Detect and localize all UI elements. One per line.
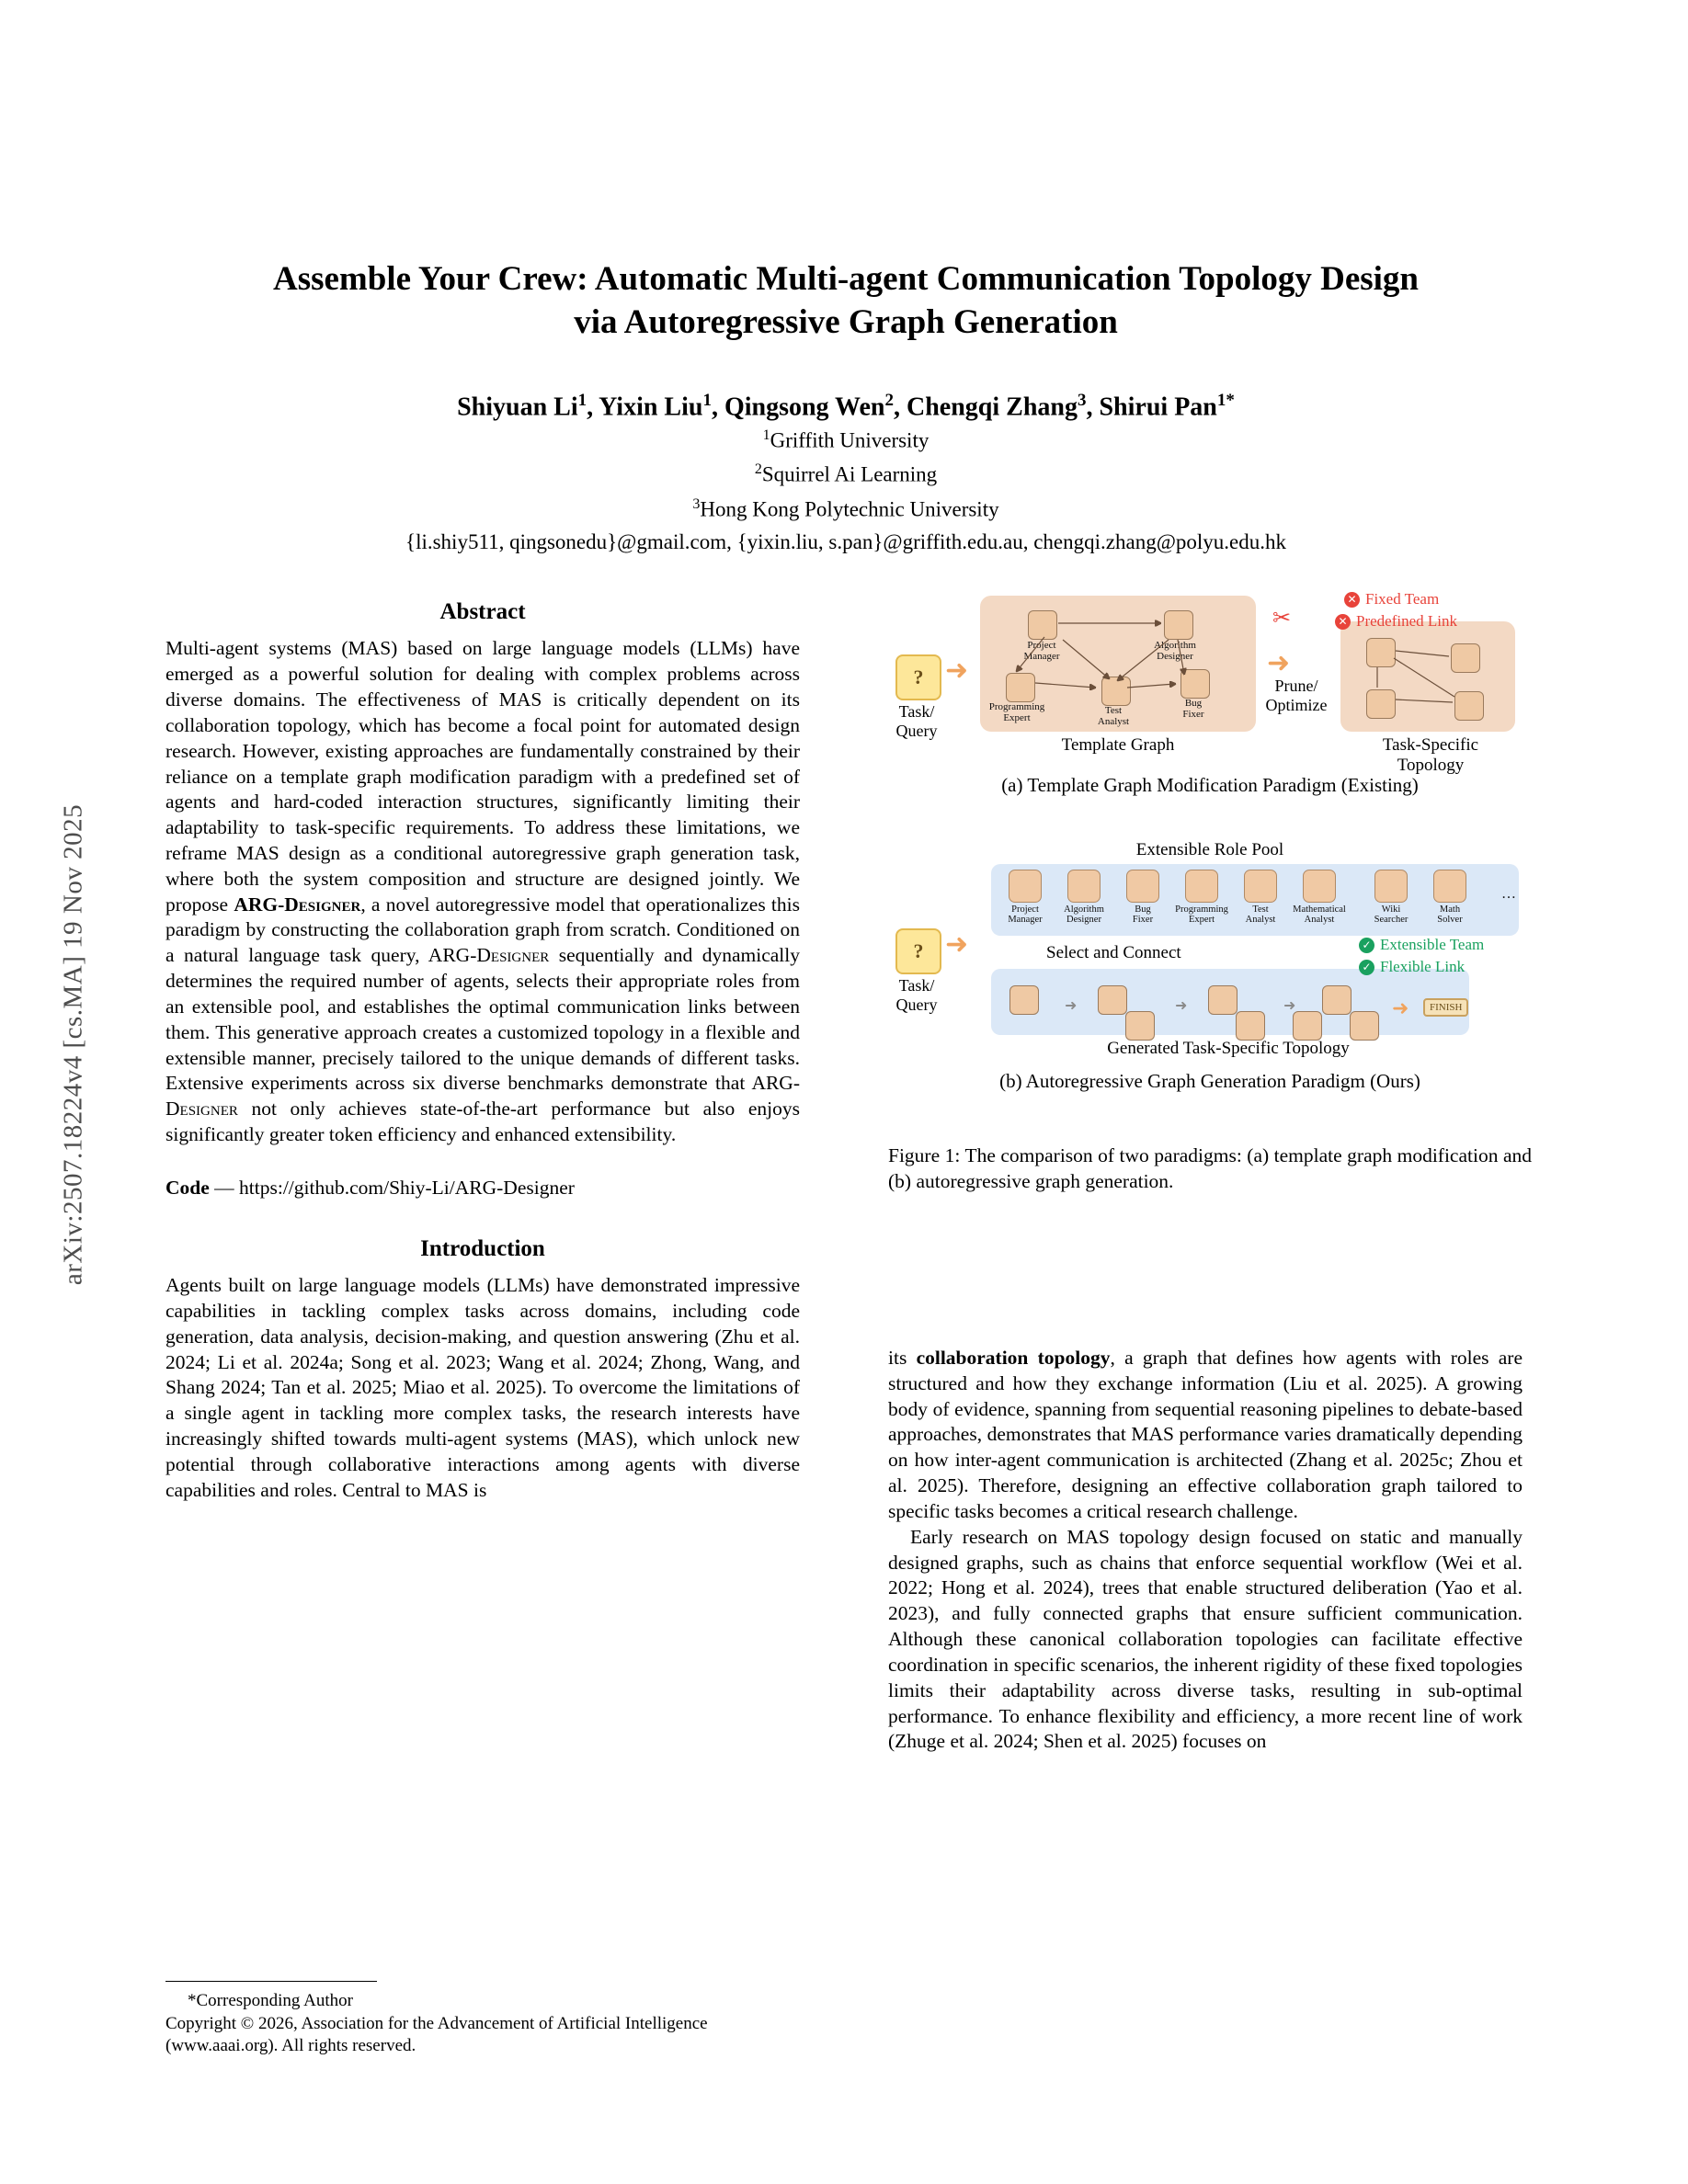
seq-arrow-1: ➜ [1065,998,1078,1014]
role-math-solver-icon [1433,870,1466,903]
role-wiki-searcher-icon [1374,870,1408,903]
role-algorithm-designer: Algorithm Designer [1055,870,1112,926]
page-title: Assemble Your Crew: Automatic Multi-agent Communication Topology Design via Autoregressive Graph Generation [272,260,1420,342]
affiliation-1: $^1$Griffith University [762,427,930,452]
arrow-icon-a2: ➜ [1267,648,1291,678]
figure-panel-a [888,588,1532,818]
task-query-label-a: Task/ Query [895,702,938,740]
badge-extensible-team: ✓ Extensible Team [1359,936,1484,954]
seq-agent-4b-icon [1350,1011,1379,1041]
figure-1 [888,588,1532,1195]
select-and-connect-label: Select and Connect [1046,943,1181,962]
template-graph-label: Template Graph [1061,735,1175,755]
generated-topology-label: Generated Task-Specific Topology [1107,1039,1350,1058]
result-graph-edges [1340,621,1515,732]
author-emails: {li.shiy511, qingsonedu}@gmail.com, {yixin.liu, s.pan}@griffith.edu.au, chengqi.zhang@polyu.edu.hk [405,529,1286,553]
seq-agent-3b-icon [1236,1011,1265,1041]
task-query-box-b: ? [895,928,941,974]
footnote-divider [165,1981,377,1982]
footnote-block [165,1981,800,2058]
scissors-icon: ✂ [1272,607,1292,631]
role-project-manager: Project Manager [997,870,1054,926]
prune-optimize-label: Prune/ Optimize [1265,677,1328,714]
badge-fixed-team: ✕ Fixed Team [1344,590,1439,609]
left-column [165,597,800,1504]
seq-arrow-4: ➜ [1392,996,1409,1019]
seq-agent-4c-icon [1293,1011,1322,1041]
seq-agent-3-icon [1208,985,1237,1015]
role-ellipsis: … [1501,886,1516,902]
badge-predefined-link: ✕ Predefined Link [1335,612,1457,631]
role-test-analyst-icon [1244,870,1277,903]
task-query-label-b: Task/ Query [895,976,938,1014]
code-link-line[interactable]: Code — https://github.com/Shiy-Li/ARG-Designer [165,1176,575,1199]
role-project-manager-icon [1009,870,1042,903]
footnote-corresponding: *Corresponding Author [188,1991,353,2010]
footnote-copyright: Copyright © 2026, Association for the Advancement of Artificial Intelligence (www.aaai.org). All rights reserved. [165,2013,708,2056]
role-math-solver: Math Solver [1421,870,1478,926]
introduction-paragraph-1: Agents built on large language models (LLMs) have demonstrated impressive capabilities in tackling complex tasks across domains, including code generation, data analysis, decision-making, and question answering (Zhu et al. 2024; Li et al. 2024a; Song et al. 2023; Wang et al. 2024; Zhong, Wang, and Shang 2024; Tan et al. 2025; Miao et al. 2025). To overcome the limitations of a single agent in tackling more complex tasks, the research interests have increasingly shifted towards multi-agent systems (MAS), which unlock new potential through collaborative interactions among agents with diverse capabilities and roles. Central to MAS is [165,1274,800,1501]
check-icon-1: ✓ [1359,938,1374,953]
node-label-algorithm-designer: Algorithm Designer [1154,640,1196,662]
figure-panel-b [888,840,1532,1116]
role-pool-title: Extensible Role Pool [1135,840,1284,859]
role-programming-expert: Programming Expert [1173,870,1230,926]
role-mathematical-analyst-icon [1303,870,1336,903]
figure-panel-b-caption: (b) Autoregressive Graph Generation Paradigm (Ours) [999,1070,1420,1092]
role-algorithm-designer-icon [1067,870,1101,903]
abstract-heading: Abstract [439,599,526,624]
role-test-analyst: Test Analyst [1232,870,1289,926]
role-bug-fixer: Bug Fixer [1114,870,1171,926]
template-graph-edges [980,596,1256,732]
right-paragraph-1: its collaboration topology, a graph that defines how agents with roles are structured and how they exchange information (Liu et al. 2025). A growing body of evidence, spanning from sequential reasoning pipelines to debate-based approaches, demonstrates that MAS performance varies dramatically depending on how inter-agent communication is architected (Zhang et al. 2025c; Zhou et al. 2025). Therefore, designing an effective collaboration graph tailored to specific tasks becomes a critical research challenge. [888,1347,1523,1522]
task-specific-topology-label: Task-Specific Topology [1382,735,1479,775]
role-bug-fixer-icon [1126,870,1159,903]
right-column [888,1346,1523,1755]
right-paragraph-2: Early research on MAS topology design focused on static and manually designed graphs, such as chains that enforce sequential workflow (Wei et al. 2022; Hong et al. 2024), trees that enable structured deliberation (Yao et al. 2023), and fully connected graphs that ensure sufficient communication. Although these canonical collaboration topologies can facilitate effective coordination in specific scenarios, the inherent rigidity of these fixed topologies limits their adaptability across diverse tasks, resulting in sub-optimal performance. To enhance flexibility and efficiency, a more recent line of work (Zhuge et al. 2024; Shen et al. 2025) focuses on [888,1525,1523,1753]
cross-icon-1: ✕ [1344,592,1360,608]
task-query-box-a: ? [895,654,941,700]
figure-1-caption: Figure 1: The comparison of two paradigms: (a) template graph modification and (b) autoregressive graph generation. [888,1144,1532,1192]
seq-agent-2-icon [1098,985,1127,1015]
node-label-bug-fixer: Bug Fixer [1182,698,1204,720]
author-list: Shiyuan Li$^1$, Yixin Liu$^1$, Qingsong Wen$^2$, Chengqi Zhang$^3$, Shirui Pan$^{1*}$ [457,390,1235,422]
role-mathematical-analyst: Mathematical Analyst [1291,870,1348,926]
seq-agent-2b-icon [1125,1011,1155,1041]
role-wiki-searcher: Wiki Searcher [1363,870,1420,926]
title-block [165,257,1526,554]
abstract-text: Multi-agent systems (MAS) based on large language models (LLMs) have emerged as a powerful solution for dealing with complex problems across diverse domains. The effectiveness of MAS is critically dependent on its collaboration topology, which has become a focal point for automated design research. However, existing approaches are fundamentally constrained by their reliance on a template graph modification paradigm with a predefined set of agents and hard-coded interaction structures, significantly limiting their adaptability to task-specific requirements. To address these limitations, we reframe MAS design as a conditional autoregressive graph generation task, where both the system composition and structure are designed jointly. We propose ARG-Designer, a novel autoregressive model that operationalizes this paradigm by constructing the collaboration graph from scratch. Conditioned on a natural language task query, ARG-Designer sequentially and dynamically determines the required number of agents, selects their appropriate roles from an extensible pool, and establishes the optimal communication links between them. This generative approach creates a customized topology in a flexible and extensible manner, precisely tailored to the unique demands of different tasks. Extensive experiments across six diverse benchmarks demonstrate that ARG-Designer not only achieves state-of-the-art performance but also enjoys significantly greater token efficiency and enhanced extensibility. [165,637,800,1146]
seq-arrow-2: ➜ [1175,998,1188,1014]
arrow-icon-a1: ➜ [945,655,969,686]
check-icon-2: ✓ [1359,960,1374,975]
badge-flexible-link: ✓ Flexible Link [1359,958,1465,976]
seq-arrow-3: ➜ [1283,998,1296,1014]
finish-flag: FINISH [1423,998,1468,1017]
arrow-icon-b1: ➜ [945,929,969,960]
introduction-heading: Introduction [420,1235,545,1261]
seq-agent-4-icon [1322,985,1352,1015]
affiliation-3: $^3$Hong Kong Polytechnic University [692,495,999,521]
node-label-project-manager: Project Manager [1023,640,1060,662]
seq-agent-1-icon [1009,985,1039,1015]
node-label-programming-expert: Programming Expert [988,701,1045,723]
affiliation-2: $^2$Squirrel Ai Learning [754,461,938,487]
role-programming-expert-icon [1185,870,1218,903]
arxiv-stamp: arXiv:2507.18224v4 [cs.MA] 19 Nov 2025 [58,803,88,1286]
cross-icon-2: ✕ [1335,614,1351,630]
figure-panel-a-caption: (a) Template Graph Modification Paradigm (Existing) [1001,774,1419,796]
node-label-test-analyst: Test Analyst [1097,705,1130,727]
